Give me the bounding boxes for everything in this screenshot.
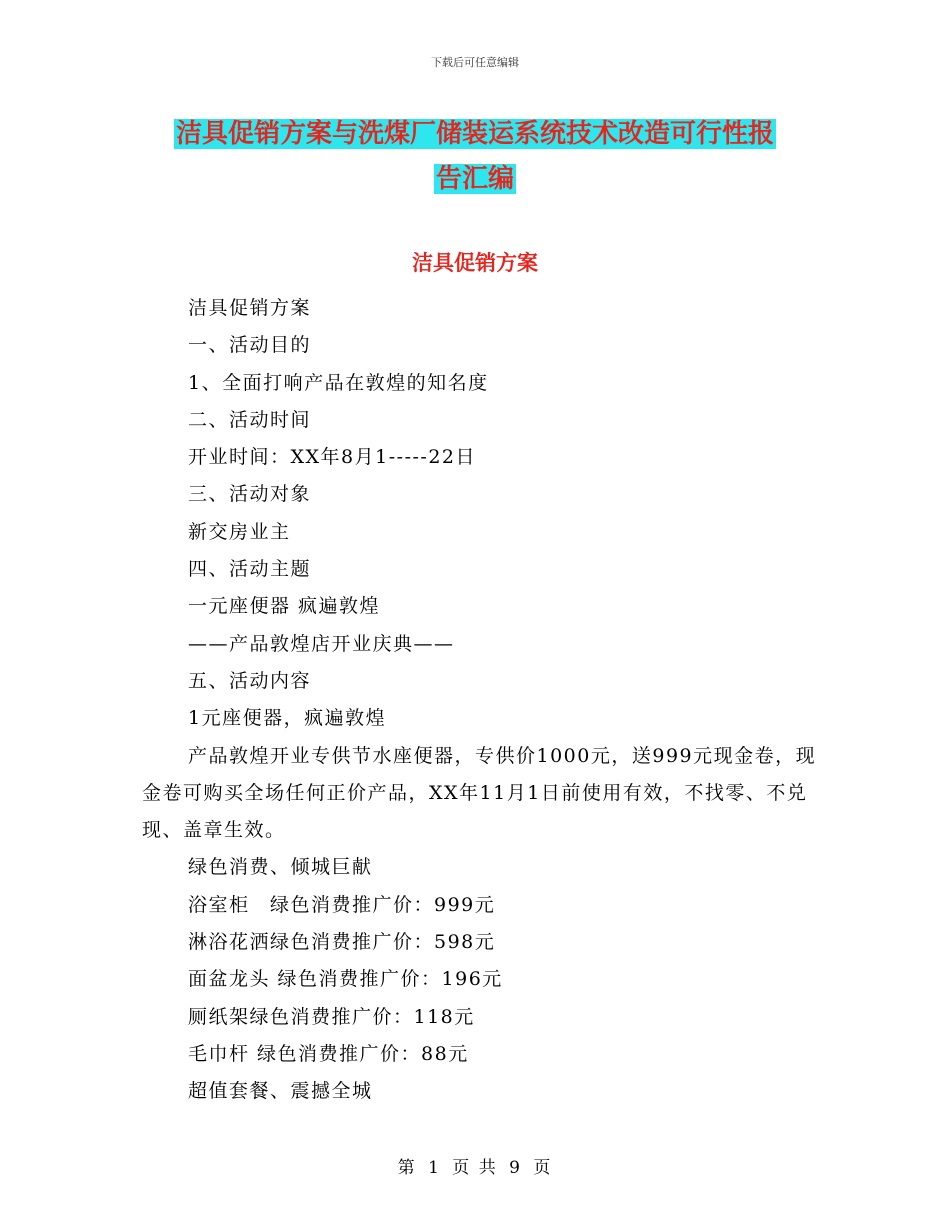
footer-page-number: 1: [428, 1158, 441, 1178]
footer-mid: 页 共: [452, 1158, 498, 1178]
paragraph: 三、活动对象: [188, 483, 312, 506]
header-note: 下载后可任意编辑: [431, 56, 519, 69]
paragraph: 洁具促销方案: [188, 297, 312, 319]
paragraph: 五、活动内容: [188, 669, 312, 692]
paragraph: ——产品敦煌店开业庆典——: [188, 632, 455, 655]
document-title-line-2: 告汇编: [435, 164, 514, 194]
paragraph: 新交房业主: [188, 520, 291, 543]
paragraph: 二、活动时间: [188, 408, 312, 431]
paragraph: 淋浴花洒绿色消费推广价：598元: [188, 931, 496, 954]
footer-prefix: 第: [397, 1158, 417, 1178]
footer-total-pages: 9: [509, 1158, 522, 1178]
paragraph: 一元座便器 疯遍敦煌: [188, 595, 381, 618]
paragraph: 浴室柜 绿色消费推广价：999元: [188, 893, 496, 916]
paragraph: 毛巾杆 绿色消费推广价：88元: [188, 1042, 469, 1065]
paragraph: 一、活动目的: [188, 334, 312, 357]
paragraph: 四、活动主题: [188, 558, 312, 581]
paragraph: 开业时间：XX年8月1-----22日: [188, 446, 477, 469]
paragraph: 1、全面打响产品在敦煌的知名度: [188, 371, 489, 394]
paragraph: 1元座便器，疯遍敦煌: [188, 707, 387, 730]
page-footer: [0, 1153, 950, 1178]
section-title: 洁具促销方案: [412, 250, 538, 275]
paragraph: 厕纸架绿色消费推广价：118元: [188, 1005, 475, 1028]
document-title-line-1: 洁具促销方案与洗煤厂储装运系统技术改造可行性报: [175, 119, 774, 149]
footer-suffix: 页: [533, 1158, 553, 1178]
document-body: [142, 290, 822, 1111]
paragraph: 绿色消费、倾城巨献: [188, 856, 373, 879]
paragraph: 面盆龙头 绿色消费推广价：196元: [188, 968, 503, 991]
paragraph: 超值套餐、震撼全城: [188, 1080, 373, 1103]
document-title: [0, 112, 950, 202]
paragraph: 产品敦煌开业专供节水座便器，专供价1000元，送999元现金卷，现金卷可购买全场任何正价产品，XX年11月1日前使用有效，不找零、不兑现、盖章生效。: [142, 744, 817, 842]
